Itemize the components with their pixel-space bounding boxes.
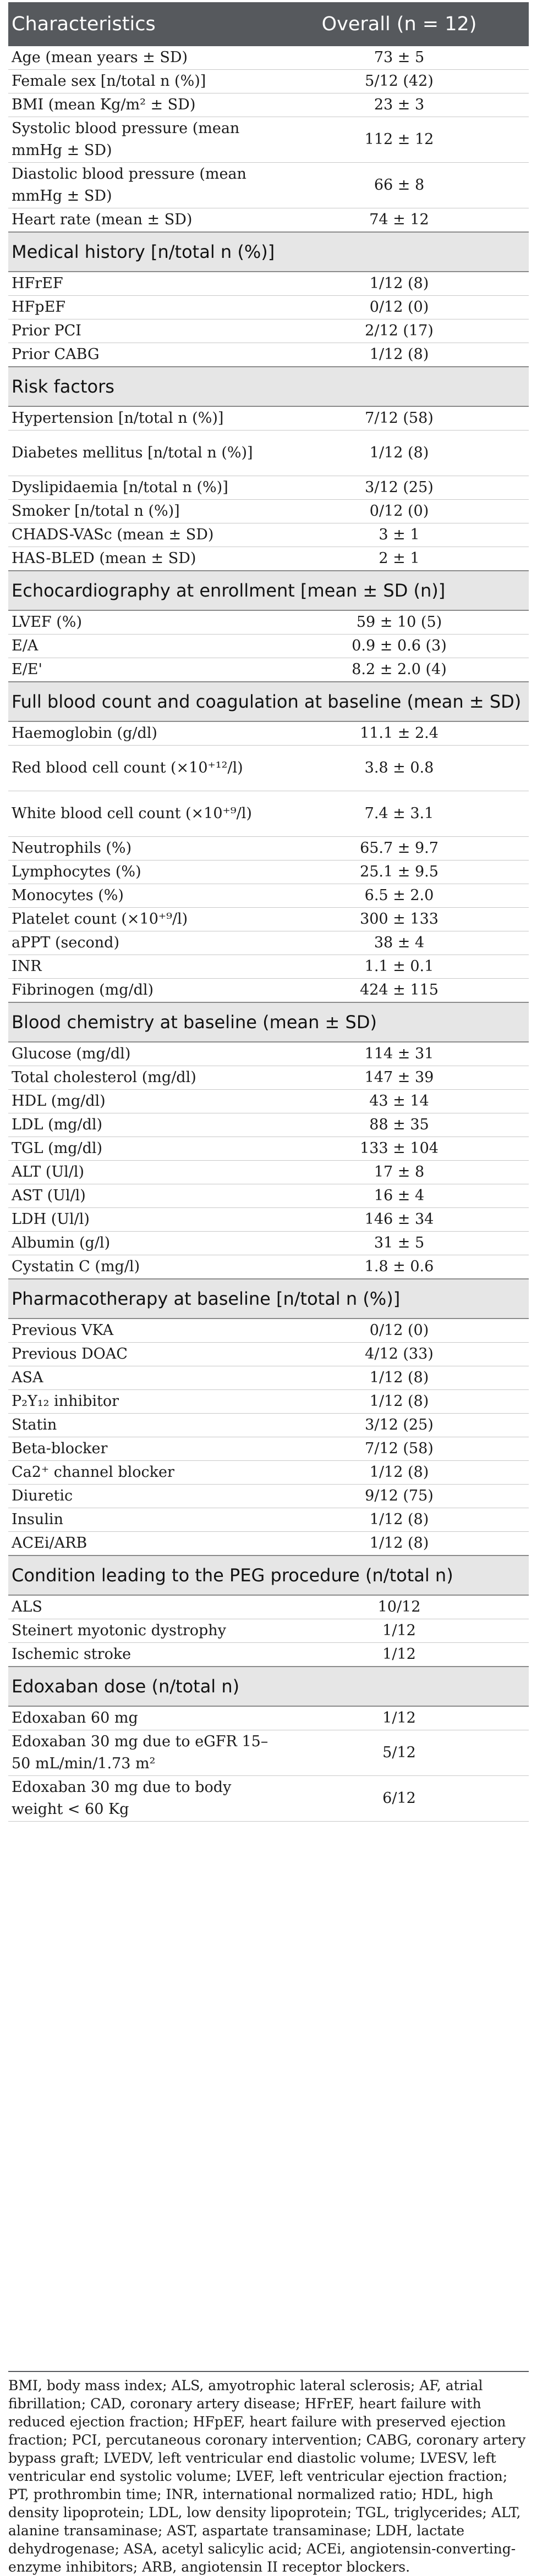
row-value: 11.1 ± 2.4 — [270, 721, 529, 746]
table-body — [8, 46, 529, 1822]
row-label: Statin — [8, 1414, 270, 1437]
table-row — [8, 208, 529, 233]
table-row — [8, 1161, 529, 1184]
row-label: aPPT (second) — [8, 931, 270, 955]
table-row — [8, 791, 529, 837]
row-value: 25.1 ± 9.5 — [270, 860, 529, 884]
row-label: Systolic blood pressure (mean mmHg ± SD) — [8, 117, 270, 163]
row-label: HDL (mg/dl) — [8, 1090, 270, 1113]
section-header — [8, 682, 529, 721]
row-value: 2 ± 1 — [270, 547, 529, 571]
row-value: 0/12 (0) — [270, 296, 529, 319]
row-value: 74 ± 12 — [270, 208, 529, 233]
table-row — [8, 1461, 529, 1485]
table-row — [8, 1390, 529, 1414]
row-value: 17 ± 8 — [270, 1161, 529, 1184]
row-value: 3.8 ± 0.8 — [270, 746, 529, 791]
table-row — [8, 431, 529, 476]
row-label: Previous DOAC — [8, 1343, 270, 1366]
row-value: 0.9 ± 0.6 (3) — [270, 635, 529, 658]
row-label: Edoxaban 60 mg — [8, 1706, 270, 1730]
section-title: Echocardiography at enrollment [mean ± SD (n)] — [8, 571, 529, 610]
row-value: 147 ± 39 — [270, 1066, 529, 1090]
row-value: 1/12 — [270, 1643, 529, 1667]
row-value: 1/12 (8) — [270, 1366, 529, 1390]
row-label: Previous VKA — [8, 1319, 270, 1343]
row-value: 88 ± 35 — [270, 1113, 529, 1137]
row-value: 1/12 (8) — [270, 1532, 529, 1556]
row-label: Platelet count (×10⁺⁹/l) — [8, 908, 270, 931]
row-value: 7/12 (58) — [270, 1437, 529, 1461]
table-row — [8, 635, 529, 658]
table-row — [8, 1508, 529, 1532]
row-label: TGL (mg/dl) — [8, 1137, 270, 1161]
row-label: Smoker [n/total n (%)] — [8, 500, 270, 523]
row-value: 1/12 (8) — [270, 1390, 529, 1414]
row-value: 10/12 — [270, 1595, 529, 1619]
table-row — [8, 1255, 529, 1279]
table-row — [8, 746, 529, 791]
row-label: Age (mean years ± SD) — [8, 46, 270, 70]
table-row — [8, 860, 529, 884]
section-title: Medical history [n/total n (%)] — [8, 232, 529, 272]
table-row — [8, 1137, 529, 1161]
row-value: 0/12 (0) — [270, 1319, 529, 1343]
row-value: 3/12 (25) — [270, 476, 529, 500]
row-label: CHADS-VASc (mean ± SD) — [8, 523, 270, 547]
table-header-row — [8, 2, 529, 46]
table-row — [8, 908, 529, 931]
table-row — [8, 1184, 529, 1208]
table-row — [8, 837, 529, 860]
row-label: HFpEF — [8, 296, 270, 319]
row-value: 7/12 (58) — [270, 406, 529, 431]
table-row — [8, 1437, 529, 1461]
row-label: Red blood cell count (×10⁺¹²/l) — [8, 746, 270, 791]
section-header — [8, 232, 529, 272]
row-value: 9/12 (75) — [270, 1485, 529, 1508]
header-overall: Overall (n = 12) — [270, 2, 529, 46]
row-label: Monocytes (%) — [8, 884, 270, 908]
table-row — [8, 547, 529, 571]
table-row — [8, 163, 529, 208]
row-label: HFrEF — [8, 272, 270, 296]
table-row — [8, 1208, 529, 1232]
table-row — [8, 406, 529, 431]
table-row — [8, 46, 529, 70]
table-row — [8, 93, 529, 117]
row-value: 424 ± 115 — [270, 979, 529, 1003]
table-row — [8, 1730, 529, 1776]
row-label: Edoxaban 30 mg due to body weight < 60 Kg — [8, 1776, 270, 1822]
row-label: LDH (Ul/l) — [8, 1208, 270, 1232]
table-row — [8, 272, 529, 296]
section-title: Full blood count and coagulation at baseline (mean ± SD) — [8, 682, 529, 721]
row-value: 23 ± 3 — [270, 93, 529, 117]
table-row — [8, 658, 529, 682]
row-label: P₂Y₁₂ inhibitor — [8, 1390, 270, 1414]
table-row — [8, 1232, 529, 1255]
section-header — [8, 367, 529, 406]
row-label: Hypertension [n/total n (%)] — [8, 406, 270, 431]
table-row — [8, 500, 529, 523]
row-value: 1/12 (8) — [270, 431, 529, 476]
row-value: 16 ± 4 — [270, 1184, 529, 1208]
section-title: Edoxaban dose (n/total n) — [8, 1667, 529, 1706]
row-value: 146 ± 34 — [270, 1208, 529, 1232]
row-value: 7.4 ± 3.1 — [270, 791, 529, 837]
row-value: 1/12 (8) — [270, 1461, 529, 1485]
table-row — [8, 1485, 529, 1508]
table-row — [8, 884, 529, 908]
table-row — [8, 117, 529, 163]
row-label: ACEi/ARB — [8, 1532, 270, 1556]
row-label: Insulin — [8, 1508, 270, 1532]
row-value: 114 ± 31 — [270, 1042, 529, 1066]
row-label: HAS-BLED (mean ± SD) — [8, 547, 270, 571]
table-row — [8, 343, 529, 367]
row-value: 31 ± 5 — [270, 1232, 529, 1255]
row-label: Cystatin C (mg/l) — [8, 1255, 270, 1279]
table-row — [8, 476, 529, 500]
table-row — [8, 296, 529, 319]
table-row — [8, 1643, 529, 1667]
table-row — [8, 319, 529, 343]
row-label: Neutrophils (%) — [8, 837, 270, 860]
row-label: Beta-blocker — [8, 1437, 270, 1461]
table-row — [8, 931, 529, 955]
header-characteristics: Characteristics — [8, 2, 270, 46]
row-label: AST (Ul/l) — [8, 1184, 270, 1208]
row-label: Diastolic blood pressure (mean mmHg ± SD) — [8, 163, 270, 208]
row-value: 3/12 (25) — [270, 1414, 529, 1437]
table-row — [8, 979, 529, 1003]
baseline-characteristics-table-wrapper — [8, 2, 529, 1822]
section-header — [8, 1002, 529, 1042]
section-title: Blood chemistry at baseline (mean ± SD) — [8, 1002, 529, 1042]
table-row — [8, 1319, 529, 1343]
row-label: Heart rate (mean ± SD) — [8, 208, 270, 233]
section-header — [8, 1279, 529, 1319]
row-value: 6.5 ± 2.0 — [270, 884, 529, 908]
row-label: Steinert myotonic dystrophy — [8, 1619, 270, 1643]
row-value: 112 ± 12 — [270, 117, 529, 163]
row-value: 1/12 (8) — [270, 1508, 529, 1532]
row-label: Total cholesterol (mg/dl) — [8, 1066, 270, 1090]
row-label: Prior PCI — [8, 319, 270, 343]
row-label: Haemoglobin (g/dl) — [8, 721, 270, 746]
row-label: Ischemic stroke — [8, 1643, 270, 1667]
row-label: Female sex [n/total n (%)] — [8, 70, 270, 93]
row-value: 59 ± 10 (5) — [270, 610, 529, 635]
section-title: Pharmacotherapy at baseline [n/total n (%)] — [8, 1279, 529, 1319]
table-row — [8, 610, 529, 635]
row-value: 5/12 (42) — [270, 70, 529, 93]
table-row — [8, 1706, 529, 1730]
row-value: 38 ± 4 — [270, 931, 529, 955]
row-label: White blood cell count (×10⁺⁹/l) — [8, 791, 270, 837]
table-row — [8, 721, 529, 746]
row-value: 6/12 — [270, 1776, 529, 1822]
table-row — [8, 1042, 529, 1066]
table-row — [8, 1343, 529, 1366]
row-label: Lymphocytes (%) — [8, 860, 270, 884]
row-value: 1/12 — [270, 1619, 529, 1643]
row-value: 2/12 (17) — [270, 319, 529, 343]
table-row — [8, 1414, 529, 1437]
row-label: Albumin (g/l) — [8, 1232, 270, 1255]
table-row — [8, 1090, 529, 1113]
row-label: ALS — [8, 1595, 270, 1619]
baseline-characteristics-table — [8, 2, 529, 1822]
row-label: Ca2⁺ channel blocker — [8, 1461, 270, 1485]
table-row — [8, 1532, 529, 1556]
row-value: 1.1 ± 0.1 — [270, 955, 529, 979]
row-value: 1/12 (8) — [270, 272, 529, 296]
row-value: 1/12 — [270, 1706, 529, 1730]
row-value: 0/12 (0) — [270, 500, 529, 523]
table-row — [8, 523, 529, 547]
row-label: E/E' — [8, 658, 270, 682]
row-label: Diuretic — [8, 1485, 270, 1508]
row-value: 73 ± 5 — [270, 46, 529, 70]
row-label: ALT (Ul/l) — [8, 1161, 270, 1184]
row-value: 133 ± 104 — [270, 1137, 529, 1161]
row-value: 65.7 ± 9.7 — [270, 837, 529, 860]
table-row — [8, 1066, 529, 1090]
row-label: Diabetes mellitus [n/total n (%)] — [8, 431, 270, 476]
row-label: Fibrinogen (mg/dl) — [8, 979, 270, 1003]
table-row — [8, 70, 529, 93]
section-header — [8, 1667, 529, 1706]
row-label: LVEF (%) — [8, 610, 270, 635]
table-row — [8, 1595, 529, 1619]
row-label: Dyslipidaemia [n/total n (%)] — [8, 476, 270, 500]
row-value: 3 ± 1 — [270, 523, 529, 547]
row-label: E/A — [8, 635, 270, 658]
table-row — [8, 1619, 529, 1643]
row-value: 8.2 ± 2.0 (4) — [270, 658, 529, 682]
section-title: Condition leading to the PEG procedure (n/total n) — [8, 1555, 529, 1595]
section-header — [8, 571, 529, 610]
row-label: LDL (mg/dl) — [8, 1113, 270, 1137]
row-label: Prior CABG — [8, 343, 270, 367]
row-label: INR — [8, 955, 270, 979]
row-label: BMI (mean Kg/m² ± SD) — [8, 93, 270, 117]
row-value: 1.8 ± 0.6 — [270, 1255, 529, 1279]
row-value: 5/12 — [270, 1730, 529, 1776]
row-label: ASA — [8, 1366, 270, 1390]
row-value: 43 ± 14 — [270, 1090, 529, 1113]
table-row — [8, 1776, 529, 1822]
section-header — [8, 1555, 529, 1595]
row-label: Edoxaban 30 mg due to eGFR 15–50 mL/min/1.73 m² — [8, 1730, 270, 1776]
table-row — [8, 1113, 529, 1137]
table-footnote: BMI, body mass index; ALS, amyotrophic lateral sclerosis; AF, atrial fibrillation; CAD, coronary artery disease; HFrEF, heart failure with reduced ejection fraction; HFpEF, heart failure with preserved ejection fraction; PCI, percutaneous coronary intervention; CABG, coronary artery bypass graft; LVEDV, left ventricular end diastolic volume; LVESV, left ventricular end systolic volume; LVEF, left ventricular ejection fraction; PT, prothrombin time; INR, international normalized ratio; HDL, high density lipoprotein; LDL, low density lipoprotein; TGL, triglycerides; ALT, alanine transaminase; AST, aspartate transaminase; LDH, lactate dehydrogenase; ASA, acetyl salicylic acid; ACEi, angiotensin-converting-enzyme inhibitors; ARB, angiotensin II receptor blockers. — [8, 2371, 529, 2576]
row-value: 1/12 (8) — [270, 343, 529, 367]
row-value: 4/12 (33) — [270, 1343, 529, 1366]
table-row — [8, 1366, 529, 1390]
row-value: 300 ± 133 — [270, 908, 529, 931]
row-value: 66 ± 8 — [270, 163, 529, 208]
table-row — [8, 955, 529, 979]
section-title: Risk factors — [8, 367, 529, 406]
row-label: Glucose (mg/dl) — [8, 1042, 270, 1066]
